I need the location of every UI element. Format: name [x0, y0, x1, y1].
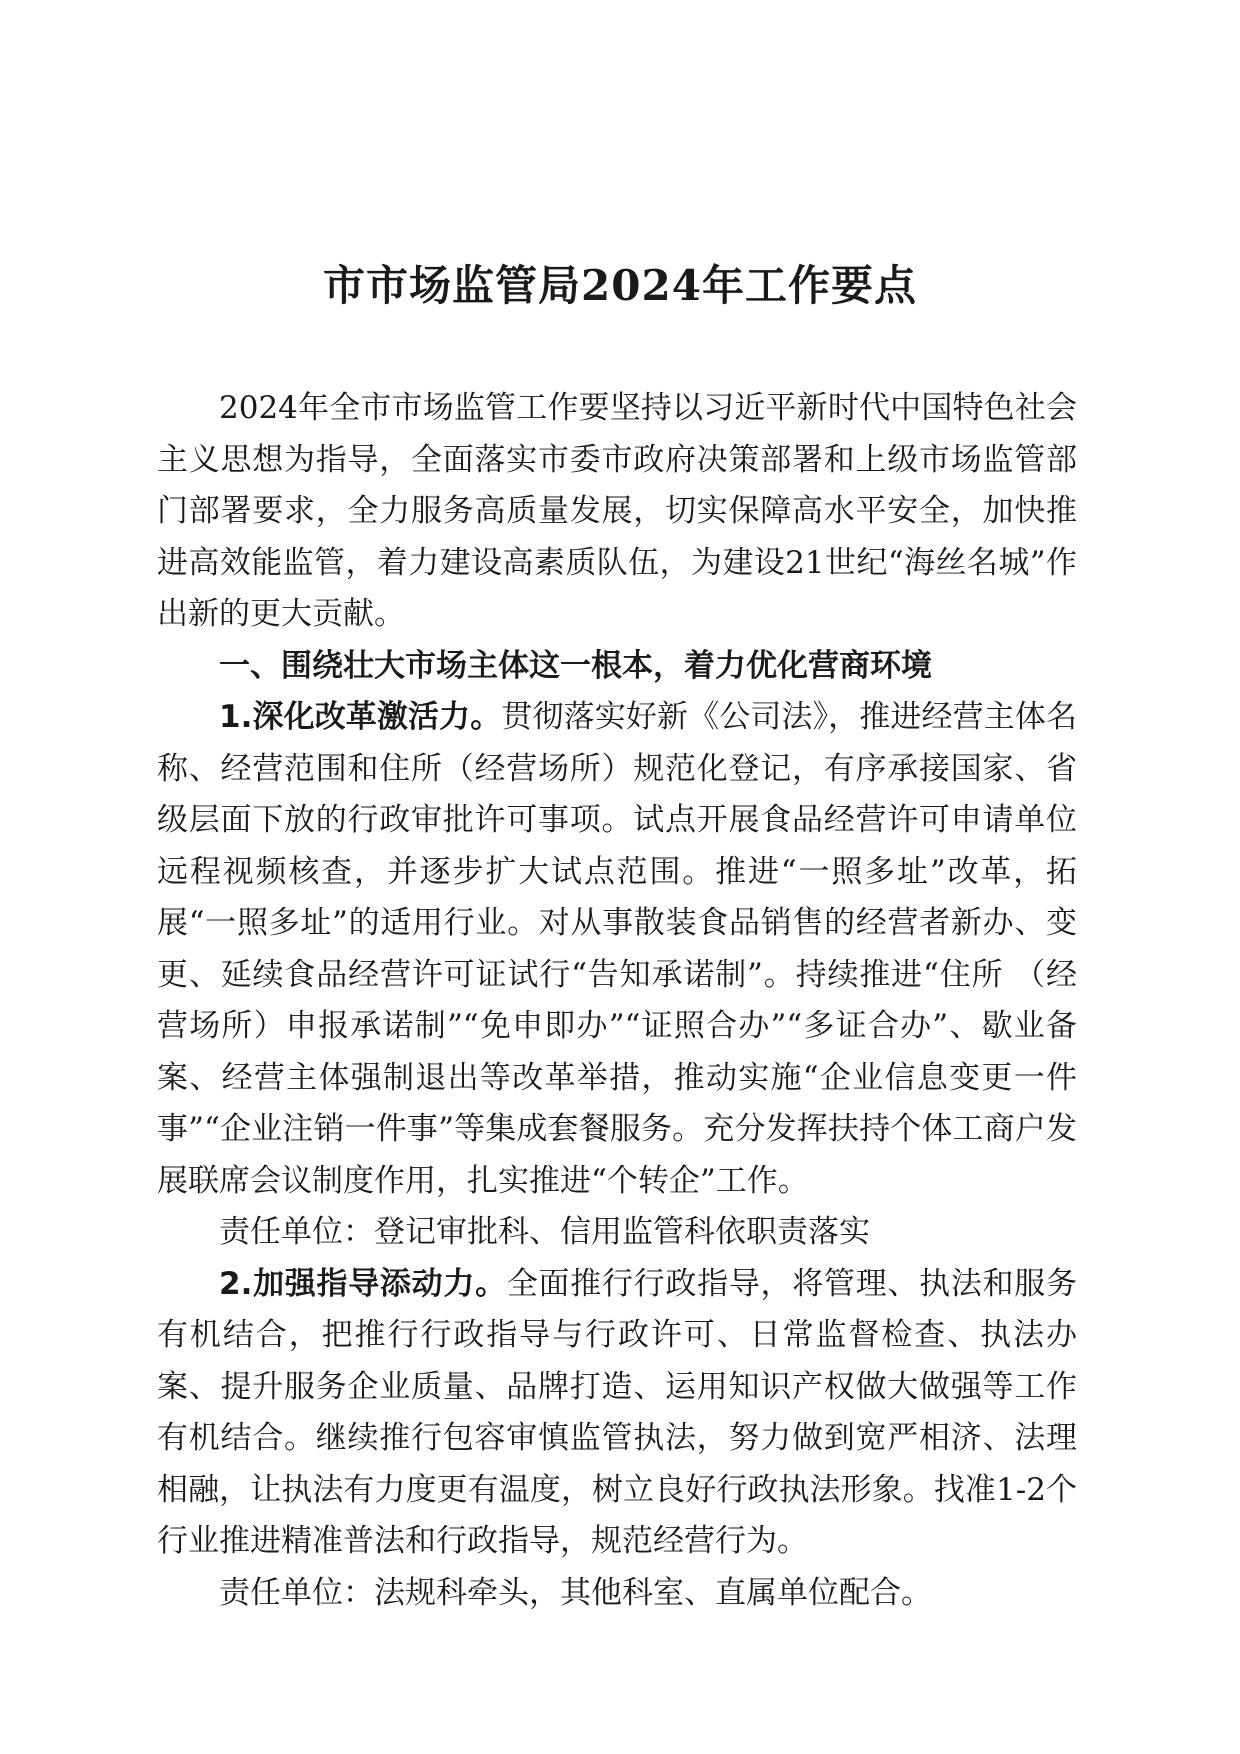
item-1-lead: 1.深化改革激活力。	[219, 699, 502, 735]
intro-paragraph: 2024年全市市场监管工作要坚持以习近平新时代中国特色社会主义思想为指导，全面落实市委市政府决策部署和上级市场监管部门部署要求，全力服务高质量发展，切实保障高水平安全，加快推进高效能监管，着力建设高素质队伍，为建设21世纪“海丝名城”作出新的更大贡献。	[157, 390, 1077, 632]
item-1-paragraph	[157, 692, 1077, 1207]
item-2-lead: 2.加强指导添动力。	[219, 1265, 507, 1302]
item-2-body: 全面推行行政指导，将管理、执法和服务有机结合，把推行行政指导与行政许可、日常监督检查、执法办案、提升服务企业质量、品牌打造、运用知识产权做大做强等工作有机结合。继续推行包容审慎监管执法，努力做到宽严相济、法理相融，让执法有力度更有温度，树立良好行政执法形象。找准1-2个行业推进精准普法和行政指导，规范经营行为。	[157, 1265, 1077, 1559]
page-title: 市市场监管局2024年工作要点	[323, 261, 917, 310]
section-heading: 一、围绕壮大市场主体这一根本，着力优化营商环境	[219, 647, 932, 684]
item-2-paragraph	[157, 1259, 1077, 1568]
item-2-responsibility: 责任单位：法规科牵头，其他科室、直属单位配合。	[219, 1574, 932, 1611]
item-1-responsibility: 责任单位：登记审批科、信用监管科依职责落实	[219, 1214, 870, 1250]
document-body	[157, 383, 1077, 1619]
item-1-body: 贯彻落实好新《公司法》，推进经营主体名称、经营范围和住所（经营场所）规范化登记，有序承接国家、省级层面下放的行政审批许可事项。试点开展食品经营许可申请单位远程视频核查，并逐步扩大试点范围。推进“一照多址”改革，拓展“一照多址”的适用行业。对从事散装食品销售的经营者新办、变更、延续食品经营许可证试行“告知承诺制”。持续推进“住所 （经营场所）申报承诺制”“免申即办”“证照合办”“多证合办”、歇业备案、经营主体强制退出等改革举措，推动实施“企业信息变更一件事”“企业注销一件事”等集成套餐服务。充分发挥扶持个体工商户发展联席会议制度作用，扎实推进“个转企”工作。	[157, 699, 1077, 1199]
